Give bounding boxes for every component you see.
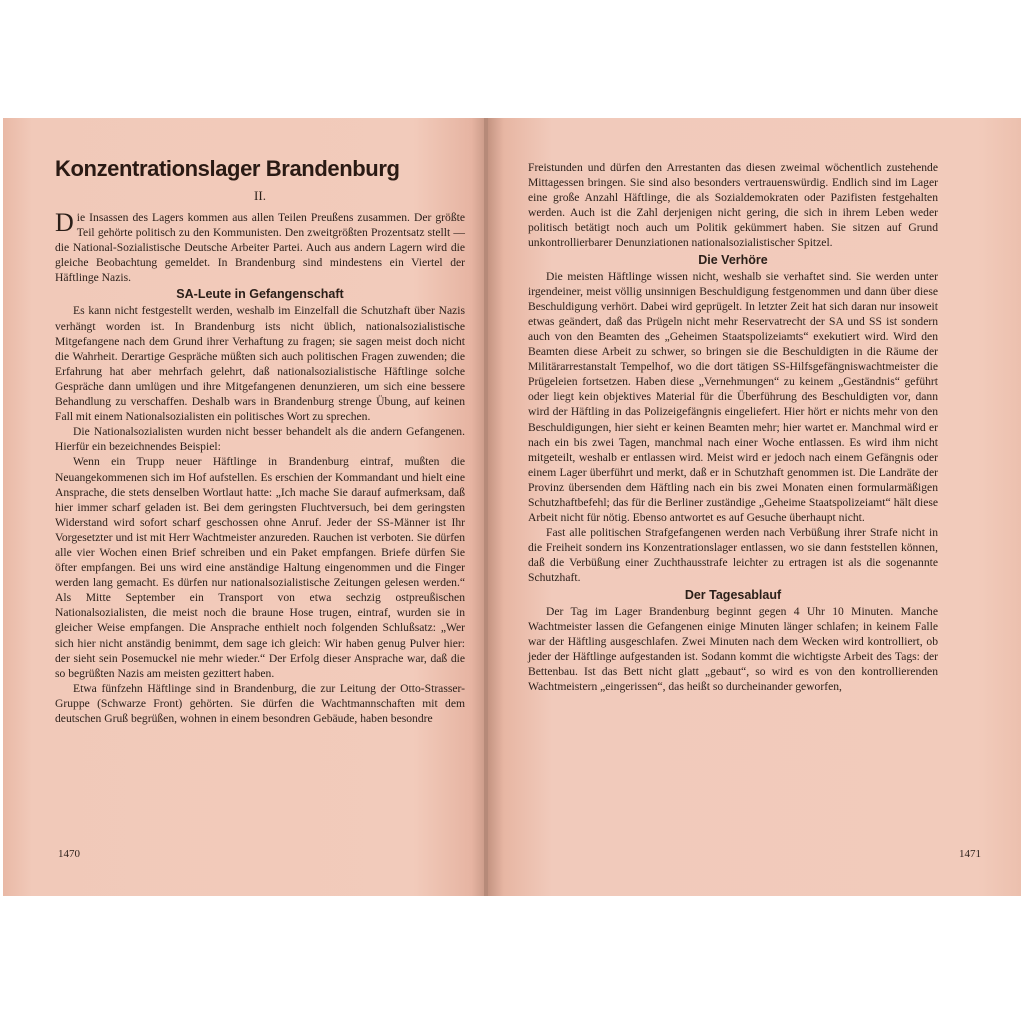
- page-number-right: 1471: [959, 848, 981, 860]
- subheading-tagesablauf: Der Tagesablauf: [684, 587, 782, 602]
- left-page: [3, 118, 486, 896]
- left-column: [55, 156, 465, 726]
- paragraph: Freistunden und dürfen den Arrestanten das diesen zweimal wöchentlich zustehende Mittagessen bringen. Sie sind also besonders vertrauenswürdig. Endlich sind im Lager eine große Anzahl Häftlinge, die als Sozialdemokraten oder Pazifisten festgehalten werden. Auch ist die Zahl derjenigen nicht gering, die sich in ihrem Leben weder politisch betätigt noch auch um Politik gekümmert haben. Sie sitzen auf Grund unkontrollierbarer Denunziationen nationalsozialistischer Spitzel.: [528, 161, 938, 250]
- paragraph: Wenn ein Trupp neuer Häftlinge in Brandenburg eintraf, mußten die Neuangekommenen sich im Hof aufstellen. Es erschien der Kommandant und hielt eine Ansprache, die stets denselben Wortlaut hatte: „Ich mache Sie darauf aufmerksam, daß hier immer scharf geladen ist. Bei dem geringsten Fluchtversuch, bei dem geringsten Widerstand wird sofort scharf geschossen ohne Anruf. Jeder der SS-Männer ist Ihr Vorgesetzter und ist mit Herr Wachtmeister anzureden. Rauchen ist verboten. Sie dürfen alle vier Wochen einen Brief schreiben und ein Paket empfangen. Briefe dürfen Sie öfter empfangen. Bei uns wird eine anständige Haltung eingenommen und die Finger werden lang gemacht. Es dürfen nur nationalsozialistische Zeitungen gelesen werden.“ Als Mitte September ein Transport von etwa sechzig ostpreußischen Nationalsozialisten, die meist noch die braune Hose trugen, eintraf, wurden sie in gleicher Weise empfangen. Die Ansprache enthielt noch folgenden Schlußsatz: „Wer sich hier nicht anständig benimmt, dem sage ich gleich: Wir haben genug Pulver hier: der sieht sein Posemuckel nie mehr wieder.“ Der Erfolg dieser Ansprache war, daß die so begrüßten Nazis am meisten gezittert haben.: [55, 455, 465, 680]
- section-numeral: II.: [254, 188, 266, 203]
- subheading-sa-leute: SA-Leute in Gefangenschaft: [176, 287, 344, 302]
- paragraph: Fast alle politischen Strafgefangenen werden nach Verbüßung ihrer Strafe nicht in die Freiheit sondern ins Konzentrationslager entlassen, wo sie dann feststellen können, daß die Verbüßung einer Zuchthausstrafe leichter zu ertragen ist als die sogenannte Schutzhaft.: [528, 526, 938, 585]
- intro-text: ie Insassen des Lagers kommen aus allen Teilen Preußens zusammen. Der größte Teil gehörte politisch zu den Kommunisten. Den zweitgrößten Prozentsatz stellt — die National-Sozialistische Deutsche Arbeiter Partei. Auch aus andern Lagern wird die gleiche Beobachtung gemeldet. In Brandenburg sind mindestens ein Viertel der Häftlinge Nazis.: [55, 211, 465, 285]
- paragraph: Etwa fünfzehn Häftlinge sind in Brandenburg, die zur Leitung der Otto-Strasser-Gruppe (Schwarze Front) gehörten. Sie dürfen die Wachtmannschaften mit dem deutschen Gruß begrüßen, wohnen in einem besondren Gebäude, haben besondre: [55, 681, 465, 725]
- open-book: [0, 118, 1024, 898]
- right-page: [488, 118, 1021, 896]
- right-column: [528, 160, 938, 694]
- subheading-verhoere: Die Verhöre: [698, 252, 768, 267]
- article-title: Konzentrationslager Brandenburg: [55, 156, 400, 181]
- page-number-left: 1470: [58, 848, 80, 860]
- paragraph: Die meisten Häftlinge wissen nicht, weshalb sie verhaftet sind. Sie werden unter irgendeiner, meist völlig unsinnigen Beschuldigung festgenommen und dann über diese Beschuldigung verhört. Dabei wird geprügelt. In letzter Zeit hat sich daran nur insoweit etwas geändert, daß das Prügeln nicht mehr Reservatrecht der SA und SS ist sondern auch von den Beamten des „Geheimen Staatspolizeiamts“ exekutiert wird. Wird den Beamten diese Arbeit zu schwer, so bringen sie die Beschuldigten in die Räume der Militärarrestanstalt Tempelhof, wo die dort tätigen SS-Hilfsgefängniswachtmeister die Prügeleien fortsetzen. Haben diese „Vernehmungen“ zu keinem „Geständnis“ geführt oder liegt kein objektives Material für die Überführung des Beschuldigten vor, dann wird der Häftling in das Polizeigefängnis eingeliefert. Hier hört er nichts mehr von den Beschuldigungen, hier sieht er keinen Beamten mehr; hier wartet er. Manchmal wird er nach ein bis zwei Tagen, manchmal nach einer Woche entlassen. Es wird ihm nicht mitgeteilt, weshalb er entlassen wird. Meist wird er jedoch nach einem Gefängnis oder einem Lager überführt und merkt, daß er in Schutzhaft genommen ist. Die Landräte der Provinz übersenden dem Häftling nach ein bis zwei Monaten einen formularmäßigen Schutzhaftbefehl; das für die Berliner zuständige „Geheime Staatspolizeiamt“ hält diese Arbeit nicht für nötig. Ebenso antwortet es auf Gesuche überhaupt nicht.: [528, 269, 938, 525]
- paragraph: Der Tag im Lager Brandenburg beginnt gegen 4 Uhr 10 Minuten. Manche Wachtmeister lassen die Gefangenen einige Minuten länger schlafen; in keinem Falle war der Häftling ausgeschlafen. Zwei Minuten nach dem Wecken wird kontrolliert, ob jeder der Häftlinge aufgestanden ist. Sodann kommt die wichtigste Arbeit des Tags: der Bettenbau. Ist das Bett nicht glatt „gebaut“, so wird es von den kontrollierenden Wachtmeistern „eingerissen“, das heißt so durcheinander geworfen,: [528, 604, 938, 693]
- paragraph: Es kann nicht festgestellt werden, weshalb im Einzelfall die Schutzhaft über Nazis verhängt worden ist. In Brandenburg ists nicht üblich, nationalsozialistische Mitgefangene nach dem Grund ihrer Verhaftung zu fragen; sie sagen meist doch nicht die Wahrheit. Derartige Gespräche müßten sich auch politischen Fragen zuwenden; die Erfahrung hat aber mehrfach gelehrt, daß nationalsozialistische Häftlinge solche Gespräche dann umlügen und ihre Mitgefangenen denunzieren, um sich eine bessere Behandlung zu verschaffen. Deshalb wars in Brandenburg strenge Übung, auf keinen Fall mit einem Nationalsozialisten ein politisches Wort zu sprechen.: [55, 304, 465, 424]
- drop-cap: D: [55, 208, 74, 237]
- intro-paragraph: [55, 210, 465, 285]
- paragraph: Die Nationalsozialisten wurden nicht besser behandelt als die andern Gefangenen. Hierfür ein bezeichnendes Beispiel:: [55, 425, 465, 454]
